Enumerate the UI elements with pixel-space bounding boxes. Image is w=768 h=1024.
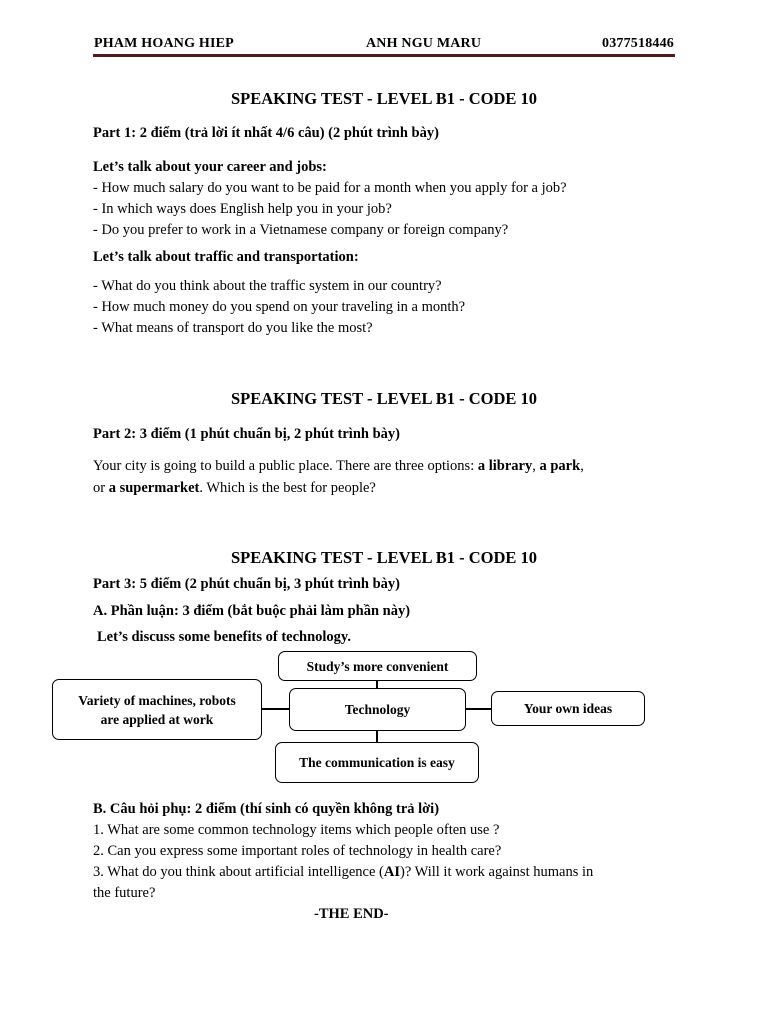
- question-item: 2. Can you express some important roles of technology in health care?: [93, 843, 502, 859]
- diagram-node-machines: [52, 679, 262, 740]
- question-item: - How much salary do you want to be paid for a month when you apply for a job?: [93, 180, 567, 196]
- option-library: a library: [477, 458, 533, 474]
- connector-bottom: [376, 730, 378, 742]
- connector-left: [261, 708, 289, 710]
- part1-heading: Part 1: 2 điểm (trả lời ít nhất 4/6 câu) (2 phút trình bày): [93, 125, 439, 141]
- node-text: Variety of machines, robots: [78, 692, 236, 708]
- header-brand: ANH NGU MARU: [366, 36, 482, 51]
- part2-heading: Part 2: 3 điểm (1 phút chuẩn bị, 2 phút trình bày): [93, 426, 400, 442]
- question-text: 3. What do you think about artificial intelligence (: [93, 864, 384, 880]
- part3-discuss-prompt: Let’s discuss some benefits of technology.: [97, 629, 352, 645]
- diagram-node-own-ideas: Your own ideas: [491, 691, 645, 726]
- part2-prompt-line2: [93, 479, 376, 497]
- prompt-text: or: [93, 480, 109, 496]
- option-supermarket: a supermarket: [108, 480, 200, 496]
- diagram-node-technology: Technology: [289, 688, 466, 731]
- option-park: a park: [539, 458, 581, 474]
- prompt-separator: ,: [532, 458, 540, 474]
- question-item: - What means of transport do you like the most?: [93, 320, 373, 336]
- part3-b-heading: B. Câu hỏi phụ: 2 điểm (thí sinh có quyền không trả lời): [93, 801, 440, 817]
- question-item-continuation: the future?: [93, 885, 156, 901]
- part3-a-heading: A. Phần luận: 3 điểm (bắt buộc phải làm phần này): [93, 603, 411, 619]
- question-item: - How much money do you spend on your traveling in a month?: [93, 299, 466, 315]
- topic-traffic-heading: Let’s talk about traffic and transportation:: [93, 249, 359, 265]
- question-text: )? Will it work against humans in: [399, 864, 594, 880]
- topic-career-heading: Let’s talk about your career and jobs:: [93, 159, 327, 175]
- section3-title: SPEAKING TEST - LEVEL B1 - CODE 10: [230, 548, 538, 567]
- question-item-ai: [93, 863, 593, 881]
- header-phone: 0377518446: [602, 36, 674, 51]
- prompt-text: Your city is going to build a public place. There are three options:: [93, 458, 478, 474]
- question-item: - What do you think about the traffic system in our country?: [93, 278, 442, 294]
- question-item: - Do you prefer to work in a Vietnamese company or foreign company?: [93, 222, 509, 238]
- end-marker: -THE END-: [314, 906, 389, 922]
- question-item: 1. What are some common technology items which people often use ?: [93, 822, 500, 838]
- section1-title: SPEAKING TEST - LEVEL B1 - CODE 10: [230, 89, 538, 108]
- section2-title: SPEAKING TEST - LEVEL B1 - CODE 10: [230, 389, 538, 408]
- part3-heading: Part 3: 5 điểm (2 phút chuẩn bị, 3 phút trình bày): [93, 576, 400, 592]
- node-text: are applied at work: [100, 711, 214, 727]
- question-item: - In which ways does English help you in your job?: [93, 201, 392, 217]
- diagram-node-study: Study’s more convenient: [278, 651, 477, 681]
- prompt-separator: ,: [580, 458, 584, 474]
- connector-right: [465, 708, 492, 710]
- part2-prompt-line1: [93, 457, 584, 475]
- header-author: PHAM HOANG HIEP: [94, 36, 234, 51]
- header-rule: [93, 54, 675, 57]
- prompt-text: . Which is the best for people?: [199, 480, 376, 496]
- diagram-node-communication: The communication is easy: [275, 742, 479, 783]
- ai-term: AI: [383, 864, 400, 880]
